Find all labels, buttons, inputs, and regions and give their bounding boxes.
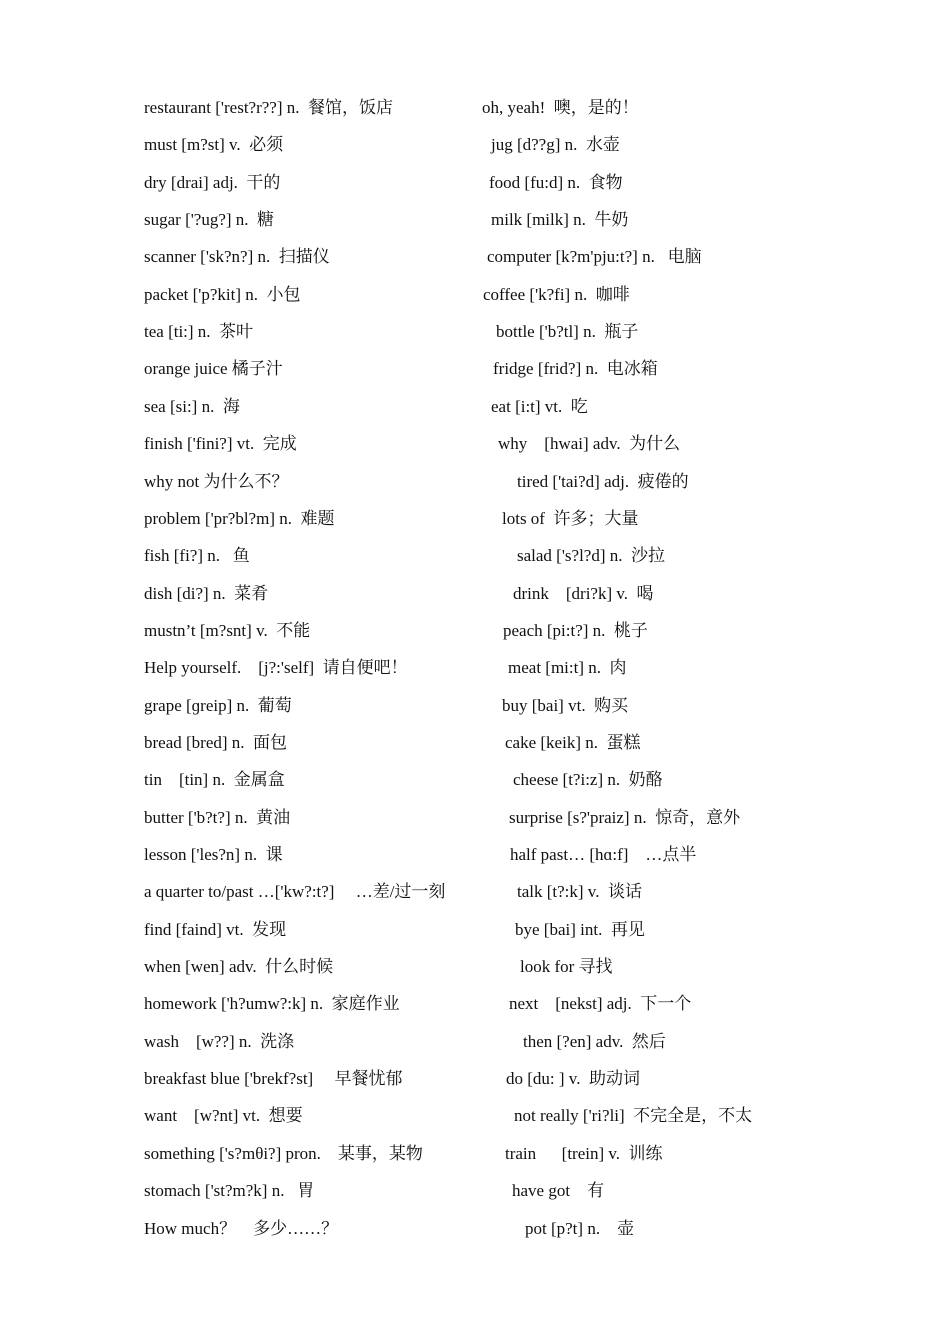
vocab-entry-right: oh, yeah! 噢，是的！ — [482, 98, 639, 117]
vocab-entry-left: scanner ['sk?n?] n. 扫描仪 — [144, 247, 330, 266]
vocab-entry-left: Help yourself. [j?:'self] 请自便吧！ — [144, 658, 408, 677]
vocab-entry-left: homework ['h?umw?:k] n. 家庭作业 — [144, 994, 400, 1013]
vocab-entry-right: bye [bai] int. 再见 — [515, 920, 645, 939]
vocab-entry-left: breakfast blue ['brekf?st] 早餐忧郁 — [144, 1069, 403, 1088]
vocab-entry-right: cake [keik] n. 蛋糕 — [505, 733, 641, 752]
vocab-entry-left: problem ['pr?bl?m] n. 难题 — [144, 509, 335, 528]
vocab-entry-right: jug [d??g] n. 水壶 — [491, 135, 620, 154]
vocab-entry-right: computer [k?m'pju:t?] n. 电脑 — [487, 247, 702, 266]
vocab-entry-left: How much？ 多少……？ — [144, 1219, 339, 1238]
vocab-entry-left: find [faind] vt. 发现 — [144, 920, 287, 939]
vocab-entry-left: grape [ɡreip] n. 葡萄 — [144, 696, 292, 715]
vocab-entry-right: pot [p?t] n. 壶 — [525, 1219, 635, 1238]
vocab-entry-left: dry [drai] adj. 干的 — [144, 173, 281, 192]
vocab-entry-right: milk [milk] n. 牛奶 — [491, 210, 629, 229]
vocab-entry-left: tin [tin] n. 金属盒 — [144, 770, 285, 789]
vocab-entry-left: must [m?st] v. 必须 — [144, 135, 284, 154]
vocab-entry-left: packet ['p?kit] n. 小包 — [144, 285, 301, 304]
vocab-entry-right: then [?en] adv. 然后 — [523, 1032, 666, 1051]
vocab-entry-left: something ['s?mθi?] pron. 某事，某物 — [144, 1144, 423, 1163]
vocab-entry-right: talk [t?:k] v. 谈话 — [517, 882, 642, 901]
vocab-entry-left: wash [w??] n. 洗涤 — [144, 1032, 295, 1051]
vocab-entry-left: mustn’t [m?snt] v. 不能 — [144, 621, 311, 640]
vocab-entry-right: lots of 许多；大量 — [502, 509, 639, 528]
vocab-entry-right: coffee ['k?fi] n. 咖啡 — [483, 285, 630, 304]
vocab-entry-left: a quarter to/past …['kw?:t?] …差/过一刻 — [144, 882, 446, 901]
vocab-entry-left: when [wen] adv. 什么时候 — [144, 957, 334, 976]
vocab-entry-right: bottle ['b?tl] n. 瓶子 — [496, 322, 639, 341]
vocab-entry-left: sea [si:] n. 海 — [144, 397, 240, 416]
vocab-entry-right: fridge [frid?] n. 电冰箱 — [493, 359, 658, 378]
vocab-entry-right: food [fu:d] n. 食物 — [489, 173, 623, 192]
vocab-entry-left: why not 为什么不？ — [144, 472, 289, 491]
vocab-entry-right: salad ['s?l?d] n. 沙拉 — [517, 546, 665, 565]
vocab-entry-left: restaurant ['rest?r??] n. 餐馆，饭店 — [144, 98, 393, 117]
vocab-entry-right: drink [dri?k] v. 喝 — [513, 584, 654, 603]
vocab-entry-right: do [du: ] v. 助动词 — [506, 1069, 640, 1088]
vocab-entry-right: buy [bai] vt. 购买 — [502, 696, 629, 715]
vocab-entry-right: tired ['tai?d] adj. 疲倦的 — [517, 472, 689, 491]
vocab-entry-right: cheese [t?i:z] n. 奶酪 — [513, 770, 663, 789]
vocab-entry-right: look for 寻找 — [520, 957, 613, 976]
vocab-entry-right: eat [i:t] vt. 吃 — [491, 397, 588, 416]
vocab-entry-right: surprise [s?'praiz] n. 惊奇，意外 — [509, 808, 741, 827]
vocab-entry-left: finish ['fini?] vt. 完成 — [144, 434, 297, 453]
vocab-entry-right: not really ['ri?li] 不完全是，不太 — [514, 1106, 753, 1125]
vocab-entry-left: want [w?nt] vt. 想要 — [144, 1106, 303, 1125]
vocab-entry-left: lesson ['les?n] n. 课 — [144, 845, 283, 864]
vocab-entry-left: fish [fi?] n. 鱼 — [144, 546, 250, 565]
vocab-entry-right: half past… [hɑ:f] …点半 — [510, 845, 697, 864]
vocab-entry-left: dish [di?] n. 菜肴 — [144, 584, 269, 603]
vocab-entry-left: orange juice 橘子汁 — [144, 359, 283, 378]
vocab-entry-right: have got 有 — [512, 1181, 605, 1200]
vocab-entry-left: bread [bred] n. 面包 — [144, 733, 288, 752]
vocab-entry-left: butter ['b?t?] n. 黄油 — [144, 808, 291, 827]
vocab-entry-left: tea [ti:] n. 茶叶 — [144, 322, 254, 341]
vocab-entry-left: stomach ['st?m?k] n. 胃 — [144, 1181, 315, 1200]
vocab-entry-right: peach [pi:t?] n. 桃子 — [503, 621, 648, 640]
vocab-entry-right: why [hwai] adv. 为什么 — [498, 434, 681, 453]
vocab-entry-left: sugar ['?ug?] n. 糖 — [144, 210, 275, 229]
vocab-entry-right: train [trein] v. 训练 — [505, 1144, 663, 1163]
vocab-entry-right: meat [mi:t] n. 肉 — [508, 658, 627, 677]
vocab-entry-right: next [nekst] adj. 下一个 — [509, 994, 692, 1013]
